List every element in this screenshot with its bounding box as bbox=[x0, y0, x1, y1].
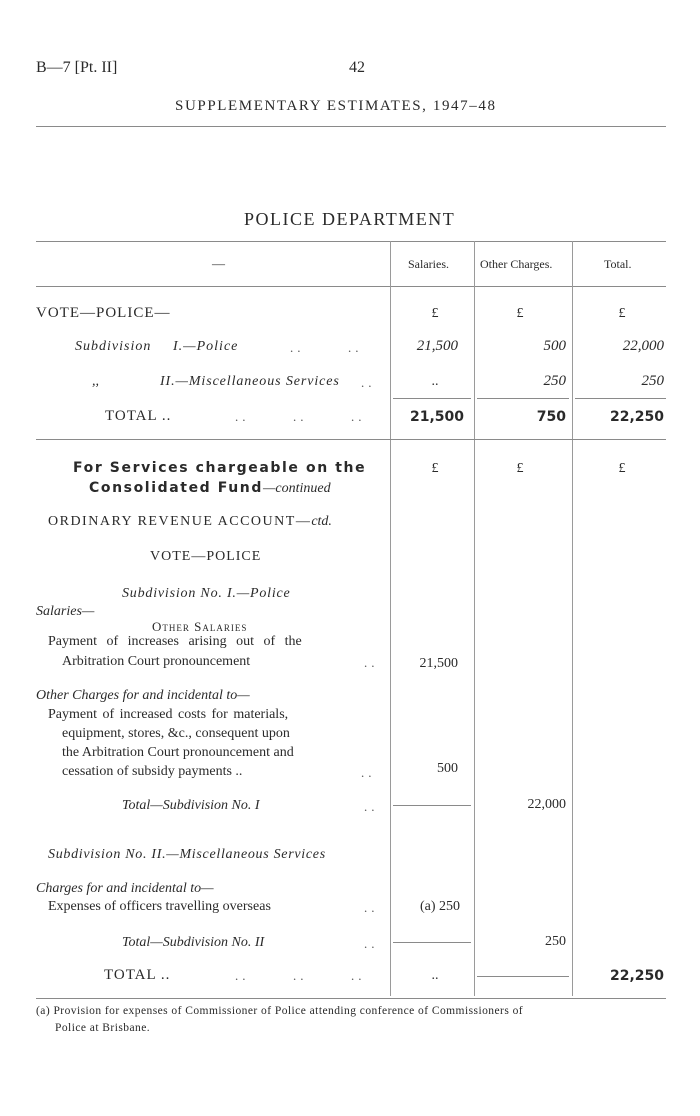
grand-total-value: 22,250 bbox=[609, 968, 664, 984]
summary-row-2-salaries: .. bbox=[431, 374, 439, 389]
summary-row-1-label-a: Subdivision bbox=[75, 339, 152, 354]
column-divider-3 bbox=[572, 241, 573, 996]
summary-currency-salaries: £ bbox=[431, 306, 439, 321]
subdivision-1-heading: Subdivision No. I.—Police bbox=[122, 586, 291, 601]
charges-item-line-4: cessation of subsidy payments .. bbox=[62, 764, 243, 779]
summary-bottom-rule bbox=[36, 439, 666, 440]
charges-item-line-2: equipment, stores, &c., consequent upon bbox=[62, 726, 290, 741]
summary-total-salaries: 21,500 bbox=[409, 409, 464, 425]
subdivision-1-total-leader: .. bbox=[364, 799, 379, 814]
grand-total-label: TOTAL .. bbox=[104, 967, 171, 983]
column-header-blank: — bbox=[212, 256, 225, 271]
column-header-other-charges: Other Charges. bbox=[480, 257, 553, 271]
charges-item-value: 500 bbox=[437, 761, 458, 776]
salaries-item-line-2: Arbitration Court pronouncement bbox=[62, 654, 251, 669]
detail-currency-total: £ bbox=[618, 461, 626, 476]
summary-row-1-other: 500 bbox=[543, 338, 566, 354]
charges-item-leader: .. bbox=[361, 765, 376, 780]
detail-account-name: ORDINARY REVENUE ACCOUNT— bbox=[48, 514, 312, 529]
charges-item-line-3: the Arbitration Court pronouncement and bbox=[62, 745, 294, 760]
other-charges-heading: Other Charges for and incidental to— bbox=[36, 688, 250, 703]
page-number: 42 bbox=[349, 59, 365, 76]
detail-heading-line-1: For Services chargeable on the bbox=[73, 460, 367, 476]
other-salaries-heading: Other Salaries bbox=[152, 619, 248, 634]
subdivision-2-item-value: (a) 250 bbox=[419, 899, 460, 914]
column-divider-2 bbox=[474, 241, 475, 996]
summary-currency-total: £ bbox=[618, 306, 626, 321]
subdivision-2-item-leader: .. bbox=[364, 900, 379, 915]
footnote-rule bbox=[36, 998, 666, 999]
subdivision-2-item: Expenses of officers travelling overseas bbox=[48, 899, 271, 914]
summary-row-1-label-b: I.—Police bbox=[173, 339, 239, 354]
summary-vote-heading: VOTE—POLICE— bbox=[36, 305, 171, 321]
column-divider-1 bbox=[390, 241, 391, 996]
summary-row-1-salaries: 21,500 bbox=[416, 338, 458, 354]
summary-total-subtotal-rule bbox=[575, 398, 666, 399]
subdivision-1-total-value: 22,000 bbox=[527, 797, 566, 812]
footnote-line-2: Police at Brisbane. bbox=[55, 1022, 151, 1034]
salaries-item-line-1: Payment of increases arising out of the bbox=[48, 634, 302, 649]
detail-account-heading bbox=[48, 514, 332, 530]
charges-item-line-1: Payment of increased costs for materials, bbox=[48, 707, 289, 722]
subdivision-2-total-value: 250 bbox=[545, 934, 566, 949]
summary-row-1-total: 22,000 bbox=[622, 338, 664, 354]
salaries-heading: Salaries— bbox=[36, 604, 95, 619]
grand-total-other-rule bbox=[477, 976, 569, 977]
summary-currency-other: £ bbox=[516, 306, 524, 321]
subdivision-2-charges-heading: Charges for and incidental to— bbox=[36, 881, 214, 896]
summary-row-2-other: 250 bbox=[543, 373, 566, 389]
summary-row-2-total: 250 bbox=[641, 373, 664, 389]
page-title: POLICE DEPARTMENT bbox=[244, 209, 456, 229]
detail-currency-salaries: £ bbox=[431, 461, 439, 476]
subdivision-2-heading: Subdivision No. II.—Miscellaneous Services bbox=[48, 847, 326, 862]
footnote-line-1: (a) Provision for expenses of Commissioner of Police attending conference of Commissioners of bbox=[36, 1005, 524, 1017]
summary-total-leader: .. .. .. bbox=[235, 409, 366, 424]
detail-currency-other: £ bbox=[516, 461, 524, 476]
subdivision-1-total-rule bbox=[393, 805, 471, 806]
grand-total-leader: .. .. .. bbox=[235, 968, 366, 983]
summary-total-label: TOTAL .. bbox=[105, 408, 172, 424]
summary-row-1-leader: .. .. bbox=[290, 340, 363, 355]
column-header-total: Total. bbox=[604, 257, 632, 271]
detail-fund-name: Consolidated Fund bbox=[89, 480, 263, 496]
column-header-salaries: Salaries. bbox=[408, 257, 449, 271]
salaries-item-leader: .. bbox=[364, 655, 379, 670]
page-reference: B—7 [Pt. II] bbox=[36, 59, 118, 76]
subdivision-2-total-label: Total—Subdivision No. II bbox=[122, 935, 265, 950]
salaries-item-value: 21,500 bbox=[419, 656, 458, 671]
subdivision-2-total-leader: .. bbox=[364, 936, 379, 951]
detail-vote-heading: VOTE—POLICE bbox=[150, 549, 262, 564]
summary-row-2-label-a: ,, bbox=[92, 374, 99, 389]
summary-total-other: 750 bbox=[536, 409, 566, 425]
summary-total-total: 22,250 bbox=[609, 409, 664, 425]
grand-total-salaries: .. bbox=[431, 968, 439, 983]
subdivision-1-total-label: Total—Subdivision No. I bbox=[122, 798, 260, 813]
detail-account-suffix: ctd. bbox=[311, 514, 332, 529]
detail-fund-continued: —continued bbox=[262, 481, 331, 496]
summary-row-2-leader: .. bbox=[361, 375, 376, 390]
subdivision-2-total-rule bbox=[393, 942, 471, 943]
detail-heading-line-2 bbox=[89, 480, 331, 497]
summary-other-subtotal-rule bbox=[477, 398, 569, 399]
header-rule bbox=[36, 126, 666, 127]
summary-salaries-subtotal-rule bbox=[393, 398, 471, 399]
summary-row-2-label-b: II.—Miscellaneous Services bbox=[160, 374, 340, 389]
page-subtitle: SUPPLEMENTARY ESTIMATES, 1947–48 bbox=[175, 98, 497, 114]
